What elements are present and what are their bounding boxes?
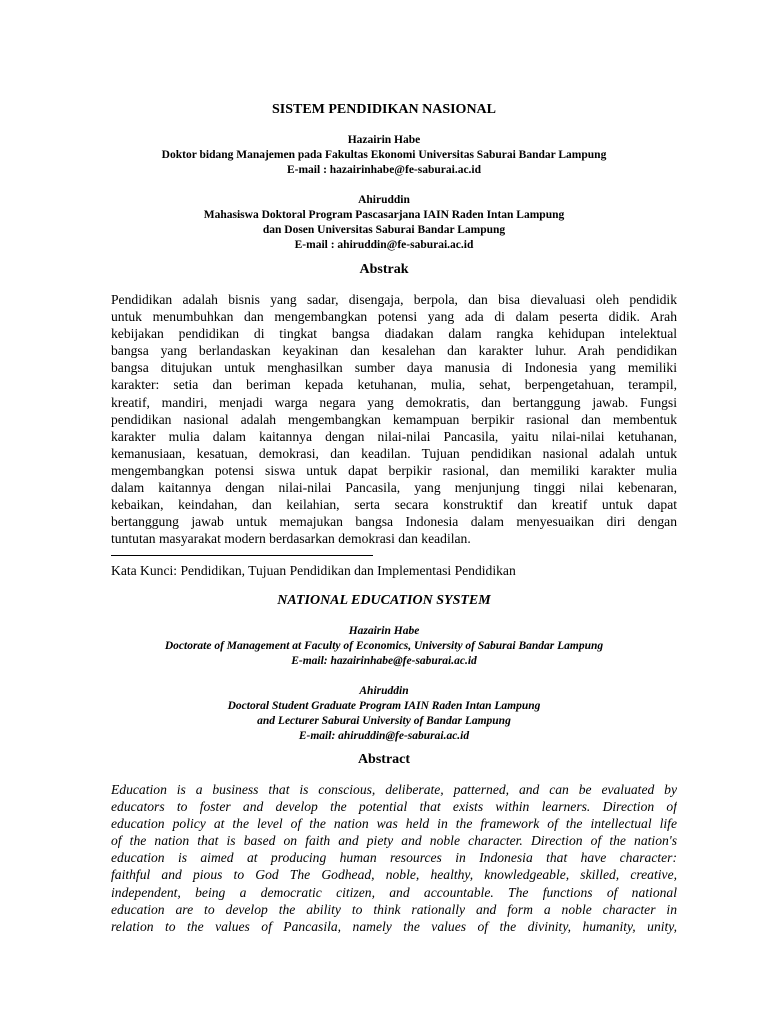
abstract-line: relation to the values of Pancasila, namely the values of the divinity, humanity, unity, <box>111 918 677 934</box>
abstract-line: bangsa ditujukan untuk menghasilkan sumber daya manusia di Indonesia yang memiliki <box>111 360 677 376</box>
abstract-line: of the nation that is based on faith and piety and noble character. Direction of the nation's <box>111 833 677 849</box>
abstract-line: mengembangkan potensi siswa untuk dapat berpikir rasional, dan memiliki karakter mulia <box>111 462 677 478</box>
abstract-line: education are to develop the ability to think rationally and form a noble character in <box>111 901 677 917</box>
abstract-line: bangsa yang berlandaskan keyakinan dan kesalehan dan karakter luhur. Arah pendidikan <box>111 343 677 359</box>
abstract-line: karakter: setia dan beriman kepada ketuhanan, mulia, sehat, berpengetahuan, terampil, <box>111 377 677 393</box>
abstract-line: education is aimed at producing human resources in Indonesia that have character: <box>111 850 677 866</box>
abstract-body-en <box>111 781 677 935</box>
paper-title-id: SISTEM PENDIDIKAN NASIONAL <box>271 102 497 117</box>
abstract-line: kebijakan pendidikan di tingkat bangsa diadakan dalam rangka kehidupan intelektual <box>111 326 677 342</box>
abstract-line: educators to foster and develop the potential that exists within learners. Direction of <box>111 799 677 815</box>
abstract-body-id <box>111 291 677 547</box>
author2-name-en: Ahiruddin <box>359 685 409 697</box>
author2-block-en <box>0 684 768 744</box>
keywords-id: Kata Kunci: Pendidikan, Tujuan Pendidikan dan Implementasi Pendidikan <box>111 563 516 578</box>
abstract-line: kemanusiaan, kesatuan, demokrasi, dan keadilan. Tujuan pendidikan nasional adalah untuk <box>111 445 677 461</box>
abstract-line: education policy at the level of the nation was held in the framework of the intellectual life <box>111 816 677 832</box>
abstract-heading-id: Abstrak <box>359 262 409 277</box>
author2-email-en: E-mail: ahiruddin@fe-saburai.ac.id <box>298 730 470 742</box>
abstract-line: bertanggung jawab untuk memajukan bangsa Indonesia dalam menyesuaikan diri dengan <box>111 514 677 530</box>
abstract-line: untuk menumbuhkan dan mengembangkan potensi yang ada di dalam peserta didik. Arah <box>111 309 677 325</box>
author2-name-id: Ahiruddin <box>358 194 410 206</box>
author2-block-id <box>0 193 768 253</box>
author1-name-id: Hazairin Habe <box>347 134 421 146</box>
abstract-line: Pendidikan adalah bisnis yang sadar, disengaja, berpola, dan bisa dievaluasi oleh pendidik <box>111 292 677 307</box>
author2-affiliation-line1-en: Doctoral Student Graduate Program IAIN Raden Intan Lampung <box>227 700 541 712</box>
author2-email-id: E-mail : ahiruddin@fe-saburai.ac.id <box>294 239 474 251</box>
author1-email-id: E-mail : hazairinhabe@fe-saburai.ac.id <box>286 164 482 176</box>
author1-name-en: Hazairin Habe <box>348 625 420 637</box>
author1-block-id <box>0 133 768 178</box>
abstract-line: dalam kaitannya dengan nilai-nilai Pancasila, yang menjunjung tinggi nilai kebenaran, <box>111 480 677 496</box>
abstract-line: karakter mulia dalam kaitannya dengan nilai-nilai Pancasila, yaitu nilai-nilai ketuhanan, <box>111 428 677 444</box>
abstract-line: faithful and pious to God The Godhead, noble, healthy, knowledgeable, skilled, creative, <box>111 867 677 883</box>
author1-email-en: E-mail: hazairinhabe@fe-saburai.ac.id <box>291 655 477 667</box>
author2-affiliation-line2-id: dan Dosen Universitas Saburai Bandar Lampung <box>262 224 506 236</box>
abstract-line: tuntutan masyarakat modern berdasarkan demokrasi dan keadilan. <box>111 531 471 547</box>
footnote-rule <box>111 555 373 556</box>
author2-affiliation-line1-id: Mahasiswa Doktoral Program Pascasarjana IAIN Raden Intan Lampung <box>203 209 565 221</box>
abstract-line: pendidikan nasional adalah mengembangkan kemampuan berpikir rasional dan membentuk <box>111 411 677 427</box>
author2-affiliation-line2-en: and Lecturer Saburai University of Bandar Lampung <box>257 715 511 727</box>
abstract-line: kebaikan, keindahan, dan keilahian, serta secara konstruktif dan kreatif untuk dapat <box>111 497 677 513</box>
author1-affiliation-id: Doktor bidang Manajemen pada Fakultas Ekonomi Universitas Saburai Bandar Lampung <box>161 149 607 161</box>
abstract-line: independent, being a democratic citizen, and accountable. The functions of national <box>111 884 677 900</box>
paper-title-en: NATIONAL EDUCATION SYSTEM <box>277 593 491 608</box>
abstract-line: Education is a business that is conscious, deliberate, patterned, and can be evaluated by <box>111 782 677 797</box>
author1-affiliation-en: Doctorate of Management at Faculty of Economics, University of Saburai Bandar Lampung <box>164 640 604 652</box>
abstract-line: kreatif, mandiri, menjadi warga negara yang demokratis, dan bertanggung jawab. Fungsi <box>111 394 677 410</box>
author1-block-en <box>0 624 768 669</box>
abstract-heading-en: Abstract <box>357 752 411 767</box>
